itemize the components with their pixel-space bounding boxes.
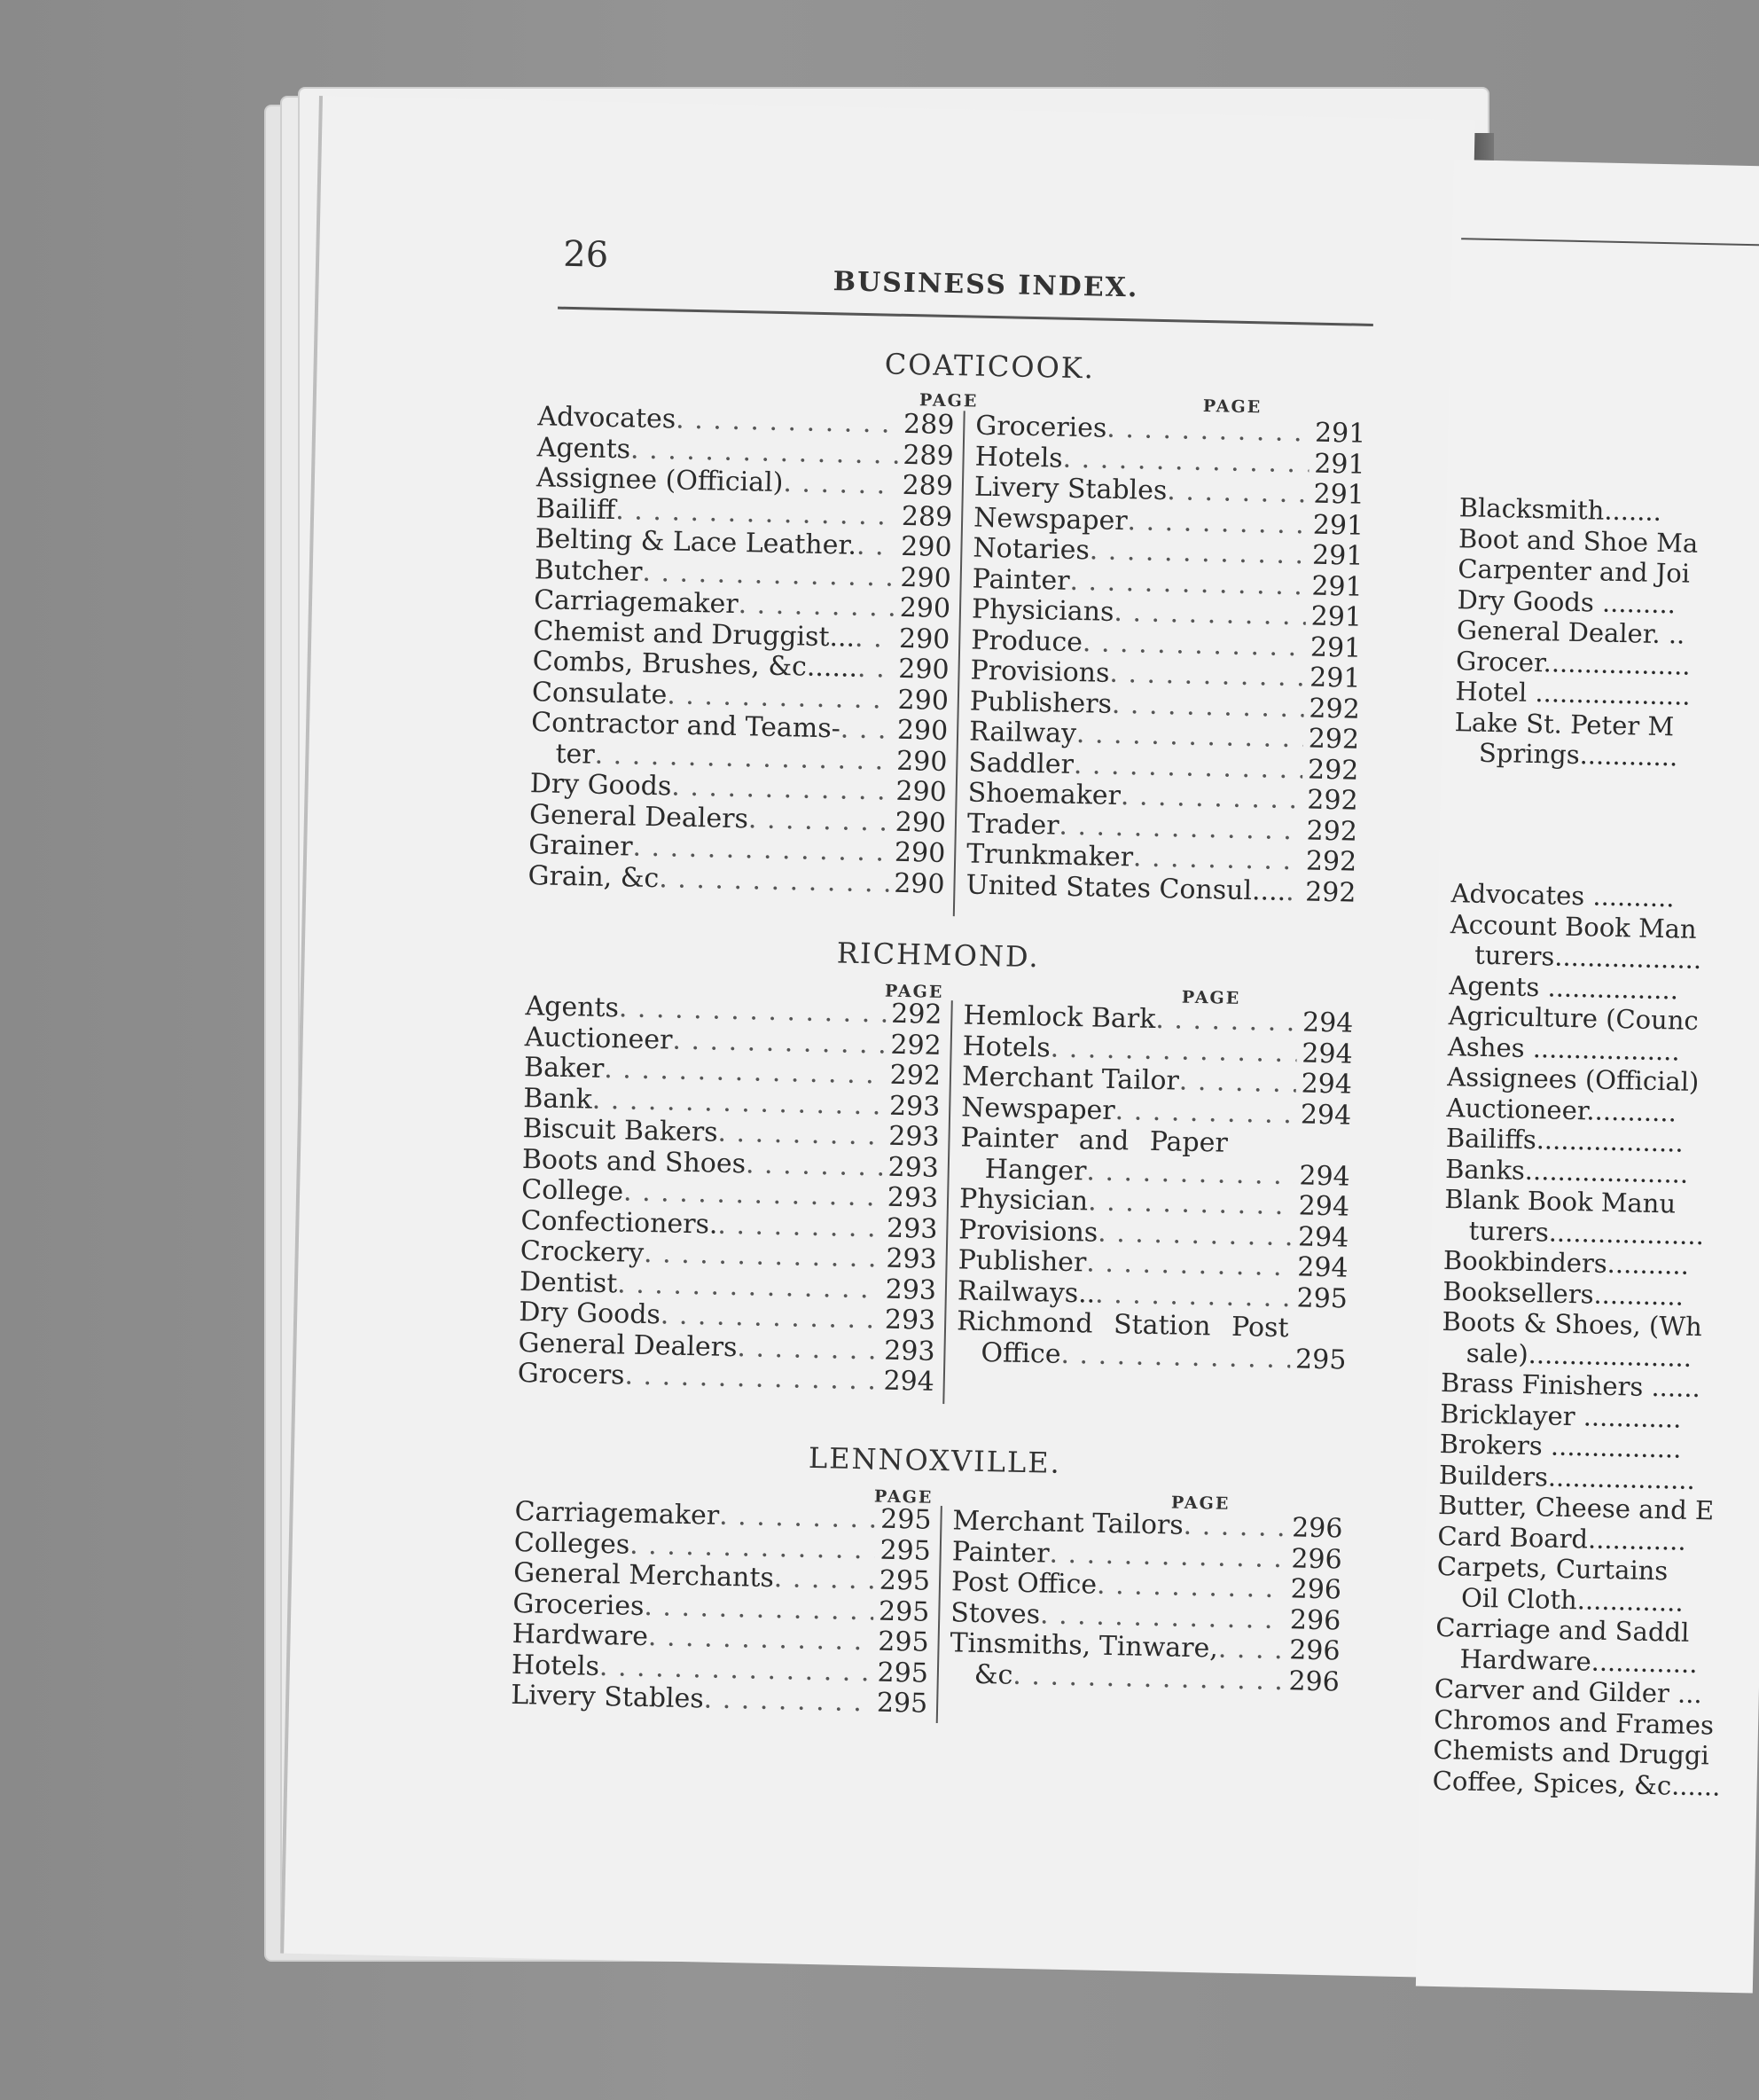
- leader-dots: [644, 1239, 881, 1274]
- section-title-richmond: RICHMOND.: [836, 936, 1041, 975]
- entry-name: Combs, Brushes, &c......: [532, 646, 858, 684]
- entry-name: Notaries: [973, 532, 1091, 567]
- partial-index-entry: Carriage and Saddl: [1435, 1611, 1690, 1648]
- partial-index-entry: Brokers ................: [1439, 1428, 1682, 1464]
- entry-name: Office: [981, 1336, 1061, 1370]
- entry-page-number: 292: [1306, 815, 1358, 848]
- partial-index-entry: Agents ................: [1449, 969, 1679, 1006]
- partial-index-entry: Boot and Shoe Ma: [1458, 522, 1699, 559]
- entry-name: Physician: [958, 1183, 1089, 1218]
- entry-name: Groceries: [512, 1587, 645, 1622]
- entry-name: Hanger: [984, 1153, 1087, 1187]
- right-page-block-1: [1454, 492, 1700, 772]
- entry-page-number: 290: [897, 653, 950, 686]
- entry-name: Hardware: [512, 1618, 649, 1653]
- leader-dots: [1109, 659, 1305, 693]
- leader-dots: [1088, 1187, 1294, 1221]
- entry-page-number: 295: [1294, 1343, 1347, 1376]
- entry-page-number: 294: [1296, 1251, 1349, 1284]
- entry-name: Advocates: [537, 401, 676, 435]
- entry-name: Biscuit Bakers: [522, 1113, 718, 1148]
- entry-page-number: 294: [883, 1365, 935, 1398]
- entry-name: Agents: [525, 991, 620, 1024]
- leader-dots: [648, 1622, 873, 1657]
- leader-dots: [856, 531, 896, 562]
- leader-dots: [719, 1501, 876, 1535]
- section-title-coaticook: COATICOOK.: [884, 347, 1096, 386]
- leader-dots: [1114, 1096, 1295, 1131]
- leader-dots: [1178, 1067, 1296, 1100]
- partial-index-entry: Account Book Man: [1450, 908, 1698, 944]
- leader-dots: [659, 864, 889, 899]
- entry-name: Boots and Shoes: [521, 1143, 747, 1179]
- entry-name: Auctioneer: [524, 1021, 673, 1056]
- partial-index-entry: turers...................: [1468, 1215, 1705, 1250]
- leader-dots: [1127, 506, 1308, 541]
- partial-index-entry: Bookbinders..........: [1442, 1245, 1690, 1281]
- partial-index-entry: Advocates ..........: [1450, 878, 1675, 913]
- lennoxville-right-column: [936, 1506, 1343, 1731]
- entry-page-number: 292: [890, 998, 942, 1030]
- partial-index-entry: Springs............: [1478, 737, 1678, 772]
- entry-page-number: 294: [1301, 1068, 1353, 1101]
- leader-dots: [717, 1210, 881, 1243]
- entry-name: Trunkmaker: [965, 838, 1134, 874]
- entry-name: General Dealers: [528, 798, 749, 835]
- partial-index-entry: Agriculture (Counc: [1448, 1000, 1700, 1036]
- partial-index-entry: Chromos and Frames: [1433, 1704, 1715, 1741]
- leader-dots: [857, 654, 894, 685]
- page-label: PAGE: [1170, 1493, 1231, 1514]
- richmond-right-column: [942, 1000, 1353, 1412]
- entry-page-number: 294: [1302, 1037, 1353, 1070]
- partial-index-entry: Auctioneer...........: [1446, 1092, 1677, 1127]
- leader-dots: [1155, 1005, 1297, 1038]
- entry-page-number: 292: [1307, 754, 1359, 787]
- entry-page-number: 290: [893, 867, 945, 900]
- entry-page-number: 291: [1311, 539, 1364, 572]
- entry-page-number: 293: [884, 1304, 936, 1336]
- running-head: BUSINESS INDEX.: [833, 266, 1139, 304]
- partial-index-entry: Grocer..................: [1455, 645, 1691, 681]
- entry-page-number: 295: [877, 1657, 929, 1689]
- entry-page-number: 291: [1313, 478, 1365, 511]
- entry-page-number: 296: [1288, 1634, 1341, 1667]
- entry-page-number: 296: [1291, 1542, 1343, 1576]
- leader-dots: [1218, 1634, 1285, 1666]
- entry-name: Assignee (Official): [536, 462, 784, 499]
- leader-dots: [783, 468, 897, 501]
- partial-index-entry: Boots & Shoes, (Wh: [1442, 1306, 1703, 1343]
- leader-dots: [1183, 1511, 1286, 1544]
- entry-page-number: 295: [880, 1534, 932, 1567]
- entry-page-number: 289: [903, 408, 955, 442]
- left-page: [280, 96, 1475, 1978]
- entry-name: Bank: [523, 1082, 593, 1116]
- entry-page-number: 293: [886, 1242, 938, 1275]
- coaticook-right-column: [953, 411, 1366, 924]
- leader-dots: [1288, 1313, 1341, 1345]
- right-page-partial: [1416, 160, 1759, 1994]
- leader-dots: [1012, 1660, 1284, 1696]
- entry-name: Newspaper: [973, 502, 1128, 537]
- leader-dots: [703, 1684, 872, 1718]
- right-page-block-2: [1432, 878, 1739, 1802]
- entry-name: Livery Stables: [973, 471, 1168, 507]
- entry-name: Shoemaker: [967, 777, 1122, 812]
- entry-name: Newspaper: [960, 1091, 1116, 1126]
- entry-name: Consulate: [531, 676, 668, 710]
- partial-index-entry: Butter, Cheese and E: [1437, 1489, 1715, 1526]
- entry-name: Contractor and Teams-: [530, 707, 841, 745]
- entry-name: Agents: [536, 431, 631, 465]
- leader-dots: [717, 1118, 883, 1152]
- entry-name: Stoves: [950, 1596, 1041, 1630]
- richmond-left-column: [518, 991, 942, 1398]
- entry-page-number: 291: [1309, 662, 1361, 694]
- entry-page-number: 289: [903, 439, 955, 472]
- entry-name: Carriagemaker: [514, 1495, 720, 1532]
- leader-dots: [773, 1563, 874, 1596]
- entry-name: Colleges: [513, 1526, 630, 1561]
- entry-name: Confectioners.: [520, 1204, 718, 1241]
- entry-name: Butcher: [534, 553, 643, 588]
- entry-name: Dry Goods: [518, 1297, 661, 1331]
- entry-page-number: 292: [889, 1059, 942, 1092]
- leader-dots: [672, 1025, 886, 1061]
- leader-dots: [624, 1361, 879, 1397]
- partial-index-entry: turers..................: [1474, 939, 1702, 976]
- right-head-rule: [1461, 238, 1759, 247]
- page-label: PAGE: [884, 981, 944, 1002]
- entry-page-number: 292: [1306, 784, 1358, 817]
- entry-page-number: 295: [878, 1626, 929, 1658]
- partial-index-entry: Blank Book Manu: [1444, 1184, 1677, 1219]
- partial-index-entry: Builders..................: [1438, 1459, 1696, 1495]
- entry-page-number: 296: [1291, 1512, 1343, 1545]
- entry-name: Crockery: [520, 1235, 645, 1269]
- leader-dots: [1098, 1218, 1294, 1252]
- entry-page-number: 292: [1305, 845, 1357, 878]
- partial-index-entry: Booksellers...........: [1442, 1275, 1685, 1312]
- entry-name: Grocers: [517, 1358, 625, 1391]
- entry-name: College: [520, 1174, 624, 1208]
- page-label: PAGE: [919, 390, 979, 411]
- leader-dots: [676, 405, 899, 441]
- entry-page-number: 290: [896, 714, 949, 748]
- entry-name: Painter: [951, 1535, 1050, 1570]
- partial-index-entry: Hardware.............: [1459, 1643, 1698, 1679]
- entry-page-number: 290: [895, 806, 947, 839]
- entry-name: Saddler: [968, 747, 1075, 780]
- partial-index-entry: Dry Goods .........: [1457, 584, 1677, 619]
- partial-index-entry: Assignees (Official): [1446, 1062, 1700, 1098]
- leader-dots: [1167, 476, 1309, 510]
- entry-name: Railways..: [957, 1274, 1096, 1310]
- entry-page-number: 292: [890, 1029, 942, 1062]
- coaticook-left-column: [528, 402, 954, 900]
- entry-page-number: 295: [878, 1595, 930, 1628]
- entry-page-number: 290: [898, 623, 950, 655]
- entry-name: Hotels: [974, 441, 1064, 474]
- entry-name: Provisions: [970, 654, 1110, 689]
- entry-page-number: 291: [1309, 631, 1362, 664]
- entry-name: Tinsmiths, Tinware,: [950, 1627, 1219, 1665]
- entry-name: Groceries: [975, 410, 1107, 444]
- leader-dots: [855, 623, 895, 654]
- entry-page-number: 293: [885, 1273, 937, 1306]
- entry-page-number: 291: [1311, 570, 1364, 603]
- partial-index-entry: General Dealer. ..: [1456, 615, 1685, 650]
- entry-page-number: 294: [1299, 1159, 1351, 1193]
- entry-name: Bailiff: [535, 492, 616, 526]
- leader-dots: [644, 1592, 873, 1627]
- entry-name: Painter and Paper: [960, 1122, 1229, 1159]
- partial-index-entry: Carver and Gilder ...: [1434, 1673, 1703, 1710]
- entry-page-number: 294: [1297, 1220, 1349, 1254]
- partial-index-entry: Blacksmith.......: [1458, 492, 1662, 527]
- entry-name: Merchant Tailor: [961, 1061, 1180, 1097]
- leader-dots: [1286, 877, 1301, 908]
- entry-page-number: 293: [883, 1335, 935, 1367]
- leader-dots: [1227, 1129, 1345, 1162]
- entry-name: Painter: [972, 563, 1070, 597]
- entry-page-number: 293: [887, 1151, 940, 1184]
- entry-name: United States Consul....: [965, 868, 1286, 907]
- entry-page-number: 291: [1310, 600, 1363, 633]
- entry-name: Belting & Lace Leather.: [535, 523, 857, 561]
- leader-dots: [1097, 1571, 1286, 1605]
- entry-page-number: 294: [1300, 1098, 1352, 1132]
- leader-dots: [746, 1149, 883, 1183]
- leader-dots: [1086, 1248, 1293, 1282]
- entry-page-number: 290: [895, 745, 948, 778]
- entry-name: Post Office: [950, 1566, 1098, 1601]
- leader-dots: [738, 590, 895, 623]
- head-rule: [558, 307, 1373, 326]
- entry-page-number: 294: [1298, 1190, 1350, 1223]
- entry-page-number: 290: [897, 684, 950, 717]
- partial-index-entry: sale)....................: [1466, 1337, 1693, 1373]
- entry-page-number: 292: [1304, 875, 1356, 909]
- entry-page-number: 291: [1314, 417, 1366, 450]
- entry-name: Publisher: [958, 1244, 1087, 1279]
- entry-name: Livery Stables: [510, 1679, 705, 1715]
- partial-index-entry: Carpets, Curtains: [1436, 1550, 1669, 1587]
- entry-page-number: 289: [902, 469, 954, 503]
- leader-dots: [1106, 414, 1309, 449]
- section-title-lennoxville: LENNOXVILLE.: [808, 1440, 1062, 1480]
- entry-name: General Dealers: [518, 1327, 738, 1363]
- entry-page-number: 293: [887, 1181, 939, 1214]
- entry-name: Produce: [970, 624, 1083, 658]
- leader-dots: [1060, 1339, 1290, 1375]
- partial-index-entry: Brass Finishers ......: [1440, 1367, 1701, 1404]
- entry-name: Chemist and Druggist...: [533, 615, 856, 654]
- partial-index-entry: Chemists and Druggi: [1433, 1734, 1710, 1771]
- leader-dots: [671, 772, 891, 807]
- leader-dots: [737, 1333, 879, 1367]
- leader-dots: [1089, 536, 1307, 571]
- entry-page-number: [1341, 1314, 1348, 1345]
- entry-name: Trader: [966, 807, 1059, 842]
- entry-name: Grainer: [528, 829, 633, 863]
- entry-name: Merchant Tailors: [952, 1505, 1184, 1541]
- entry-name: Dry Goods: [529, 768, 672, 803]
- entry-page-number: 292: [1308, 723, 1360, 756]
- entry-name: General Merchants: [512, 1556, 775, 1595]
- partial-index-entry: Carpenter and Joi: [1457, 553, 1691, 589]
- page-number: 26: [562, 233, 609, 276]
- entry-page-number: [1345, 1132, 1351, 1163]
- leader-dots: [1121, 781, 1302, 816]
- entry-name: Carriagemaker: [533, 584, 739, 621]
- leader-dots: [840, 714, 892, 746]
- entry-page-number: 295: [879, 1564, 931, 1597]
- entry-name: Grain, &c: [528, 859, 660, 894]
- entry-name: Dentist: [519, 1265, 618, 1299]
- entry-page-number: 295: [876, 1687, 928, 1720]
- page-label: PAGE: [1202, 396, 1263, 418]
- partial-index-entry: Banks....................: [1444, 1153, 1689, 1189]
- page-label: PAGE: [873, 1486, 934, 1508]
- entry-name: &c: [973, 1658, 1013, 1691]
- entry-page-number: 296: [1289, 1603, 1341, 1637]
- partial-index-entry: Ashes ..................: [1447, 1030, 1681, 1067]
- entry-page-number: 291: [1313, 448, 1365, 481]
- entry-page-number: 292: [1309, 693, 1361, 725]
- entry-name: Railway: [968, 716, 1077, 750]
- entry-name: Physicians: [971, 593, 1114, 628]
- entry-page-number: 295: [880, 1503, 932, 1536]
- leader-dots: [1083, 628, 1306, 663]
- entry-page-number: 295: [1296, 1281, 1349, 1315]
- entry-page-number: 289: [901, 500, 953, 533]
- partial-index-entry: Bricklayer ............: [1440, 1398, 1682, 1434]
- entry-name: Hotels: [962, 1030, 1051, 1064]
- partial-index-entry: Lake St. Peter M: [1454, 706, 1675, 741]
- entry-page-number: 290: [900, 530, 952, 564]
- leader-dots: [1133, 842, 1302, 876]
- entry-name: Hotels: [511, 1649, 600, 1682]
- leader-dots: [748, 804, 890, 838]
- entry-page-number: 293: [886, 1212, 938, 1245]
- entry-name: Provisions: [958, 1213, 1098, 1249]
- partial-index-entry: Card Board............: [1437, 1520, 1687, 1556]
- entry-page-number: 296: [1288, 1665, 1341, 1697]
- leader-dots: [660, 1300, 880, 1336]
- lennoxville-left-column: [511, 1497, 932, 1720]
- entry-page-number: 290: [899, 592, 951, 625]
- entry-page-number: 293: [887, 1120, 940, 1153]
- entry-name: Publishers: [969, 686, 1113, 720]
- leader-dots: [1076, 719, 1304, 755]
- partial-index-entry: Coffee, Spices, &c......: [1432, 1765, 1721, 1802]
- entry-name: Richmond Station Post: [956, 1305, 1289, 1344]
- partial-index-entry: Bailiffs..................: [1445, 1123, 1685, 1158]
- entry-page-number: 294: [1302, 1007, 1354, 1039]
- entry-page-number: 290: [900, 561, 952, 594]
- entry-page-number: 290: [894, 836, 946, 869]
- entry-page-number: 290: [895, 775, 948, 808]
- entry-page-number: 296: [1290, 1573, 1342, 1606]
- entry-name: Hemlock Bark: [963, 999, 1156, 1035]
- entry-page-number: 291: [1312, 509, 1364, 542]
- leader-dots: [1086, 1156, 1294, 1191]
- entry-name: ter: [555, 738, 596, 771]
- partial-index-entry: Oil Cloth.............: [1460, 1582, 1684, 1618]
- partial-index-entry: Hotel ...................: [1455, 676, 1691, 711]
- leader-dots: [1114, 598, 1306, 632]
- entry-name: Baker: [523, 1052, 605, 1085]
- page-label: PAGE: [1181, 987, 1241, 1008]
- leader-dots: [1112, 689, 1304, 724]
- entry-page-number: 293: [888, 1090, 941, 1123]
